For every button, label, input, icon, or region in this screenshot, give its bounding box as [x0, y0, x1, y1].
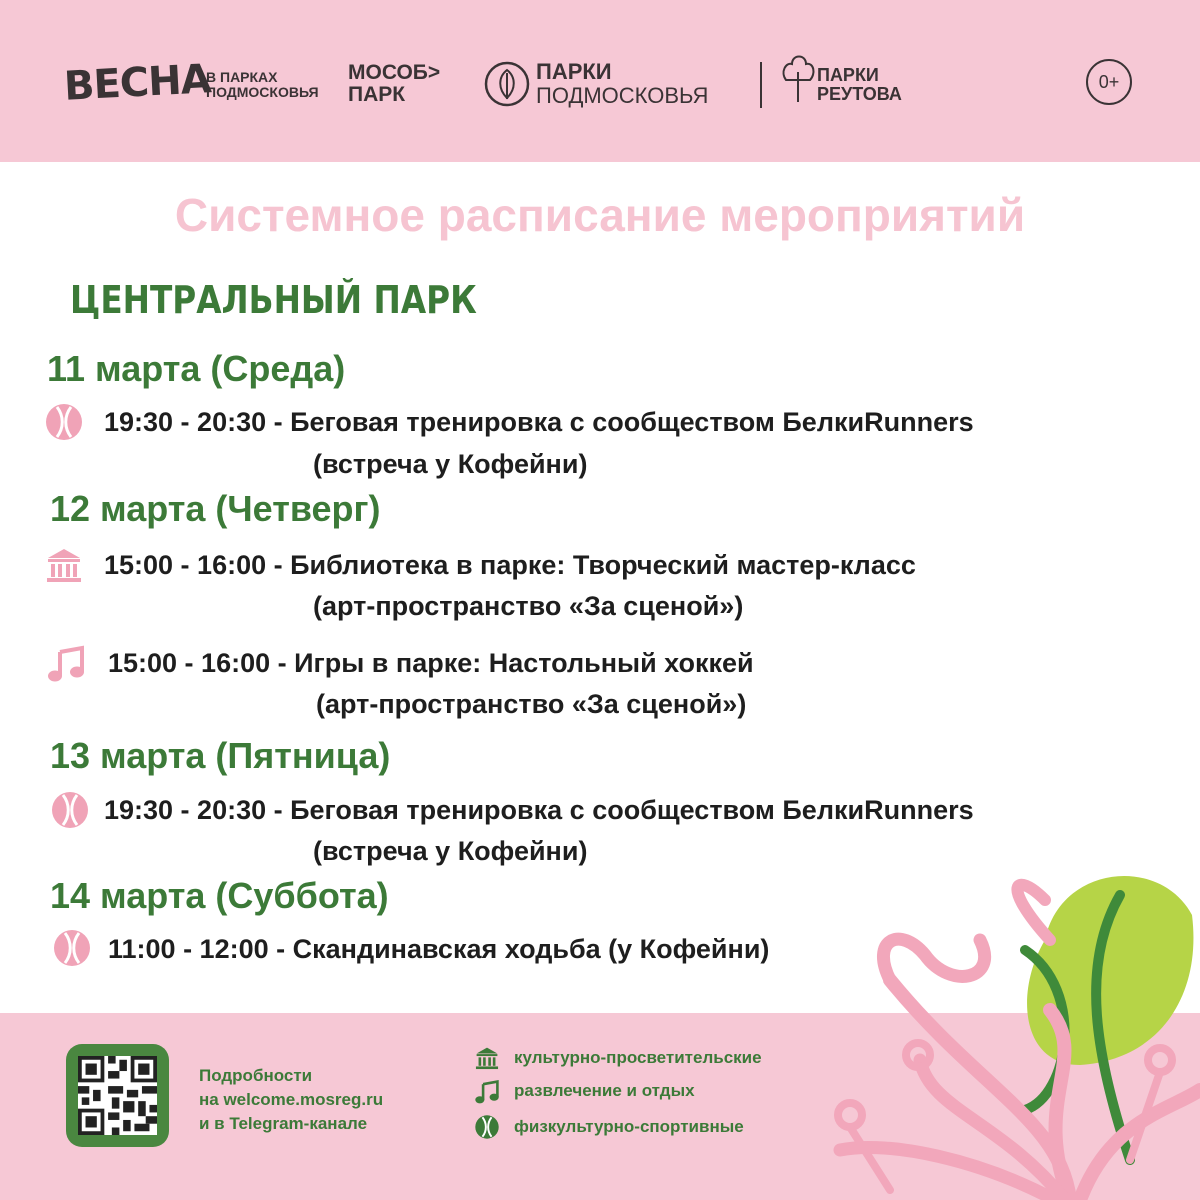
header-bar [0, 0, 1200, 162]
age-badge: 0+ [1086, 59, 1132, 105]
park-name: ЦЕНТРАЛЬНЫЙ ПАРК [70, 278, 477, 322]
event-time-title: 15:00 - 16:00 - Игры в парке: Настольный хоккей [108, 648, 754, 678]
day-heading: 13 марта (Пятница) [50, 735, 391, 776]
event-time-title: 15:00 - 16:00 - Библиотека в парке: Творческий мастер-класс [104, 550, 916, 580]
footer-info: Подробности на welcome.mosreg.ru и в Telegram-канале [199, 1066, 384, 1133]
event-time-title: 19:30 - 20:30 - Беговая тренировка с сообществом БелкиRunners [104, 795, 974, 825]
day-heading: 12 марта (Четверг) [50, 488, 381, 529]
event-location: (арт-пространство «За сценой») [313, 591, 744, 621]
day-heading: 11 марта (Среда) [47, 348, 346, 389]
legend-item-sports: физкультурно-спортивные [514, 1117, 744, 1136]
page-title: Системное расписание мероприятий [174, 189, 1026, 241]
mosobpark-logo: МОСОБ> ПАРК [348, 61, 441, 106]
event-time-title: 19:30 - 20:30 - Беговая тренировка с сообществом БелкиRunners [104, 407, 974, 437]
parki-reutova-logo: ПАРКИ РЕУТОВА [817, 65, 902, 104]
music-note-icon [474, 1079, 500, 1105]
vesna-logo: ВЕСНА [62, 56, 212, 110]
qr-code-pattern [78, 1056, 157, 1135]
museum-icon [44, 545, 84, 585]
sports-ball-icon [52, 928, 92, 968]
tree-logo-icon [780, 50, 816, 104]
leaf-logo-icon [484, 61, 530, 107]
music-note-icon [46, 644, 86, 684]
event-location: (арт-пространство «За сценой») [316, 689, 747, 719]
website-link[interactable]: на welcome.mosreg.ru [199, 1090, 384, 1109]
day-heading: 14 марта (Суббота) [50, 875, 389, 916]
qr-code[interactable] [66, 1044, 169, 1147]
parki-podmoskovya-logo: ПАРКИ ПОДМОСКОВЬЯ [536, 59, 709, 108]
sports-ball-icon [474, 1114, 500, 1140]
qr-pattern-icon [78, 1056, 157, 1135]
sports-ball-icon [44, 402, 84, 442]
legend-item-leisure: развлечение и отдых [514, 1081, 695, 1100]
event-location: (встреча у Кофейни) [313, 449, 588, 479]
museum-icon [474, 1045, 500, 1071]
event-location: (встреча у Кофейни) [313, 836, 588, 866]
vesna-subtitle: В ПАРКАХ ПОДМОСКОВЬЯ [206, 69, 319, 100]
decorative-leaves-icon [830, 860, 1200, 1200]
logo-divider [760, 62, 762, 108]
legend-item-culture: культурно-просветительские [514, 1048, 762, 1067]
sports-ball-icon [50, 790, 90, 830]
event-time-title: 11:00 - 12:00 - Скандинавская ходьба (у Кофейни) [108, 934, 770, 964]
